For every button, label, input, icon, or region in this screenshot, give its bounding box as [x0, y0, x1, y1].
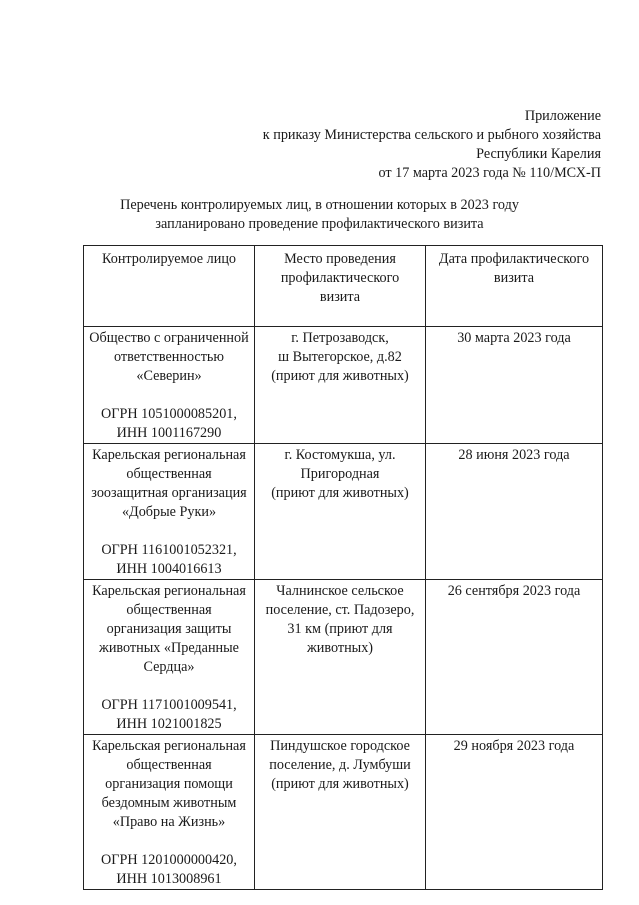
- title-line: Перечень контролируемых лиц, в отношении которых в 2023 году: [120, 197, 519, 213]
- document-header: [263, 107, 601, 183]
- table-row: [84, 444, 603, 580]
- document-title: [0, 196, 639, 234]
- title-line: запланировано проведение профилактического визита: [155, 216, 484, 232]
- column-header-visit-place: Место проведения профилактического визита: [255, 246, 426, 327]
- controlled-person-cell: Карельская региональная общественная зоозащитная организация «Добрые Руки» ОГРН 1161001052321, ИНН 1004016613: [84, 444, 255, 580]
- visit-date-cell: 29 ноября 2023 года: [426, 735, 603, 890]
- order-date-number: от 17 марта 2023 года № 110/МСХ-П: [378, 165, 601, 181]
- visits-table: [83, 245, 603, 890]
- column-header-visit-date: Дата профилактического визита: [426, 246, 603, 327]
- visit-place-cell: Пиндушское городское поселение, д. Лумбуши (приют для животных): [255, 735, 426, 890]
- controlled-person-cell: Карельская региональная общественная организация помощи бездомным животным «Право на Жизнь» ОГРН 1201000000420, ИНН 1013008961: [84, 735, 255, 890]
- visit-place-cell: г. Костомукша, ул. Пригородная (приют для животных): [255, 444, 426, 580]
- table-header-row: [84, 246, 603, 327]
- appendix-label: Приложение: [524, 108, 601, 124]
- column-header-controlled-person: Контролируемое лицо: [84, 246, 255, 327]
- controlled-person-cell: Карельская региональная общественная организация защиты животных «Преданные Сердца» ОГРН 1171001009541, ИНН 1021001825: [84, 580, 255, 735]
- region-name: Республики Карелия: [476, 146, 601, 162]
- visit-place-cell: Чалнинское сельское поселение, ст. Падозеро, 31 км (приют для животных): [255, 580, 426, 735]
- visit-date-cell: 26 сентября 2023 года: [426, 580, 603, 735]
- visit-date-cell: 30 марта 2023 года: [426, 327, 603, 444]
- table-row: [84, 735, 603, 890]
- table-row: [84, 580, 603, 735]
- visit-date-cell: 28 июня 2023 года: [426, 444, 603, 580]
- controlled-person-cell: Общество с ограниченной ответственностью «Северин» ОГРН 1051000085201, ИНН 1001167290: [84, 327, 255, 444]
- table-row: [84, 327, 603, 444]
- order-reference: к приказу Министерства сельского и рыбного хозяйства: [262, 127, 601, 143]
- visit-place-cell: г. Петрозаводск, ш Вытегорское, д.82 (приют для животных): [255, 327, 426, 444]
